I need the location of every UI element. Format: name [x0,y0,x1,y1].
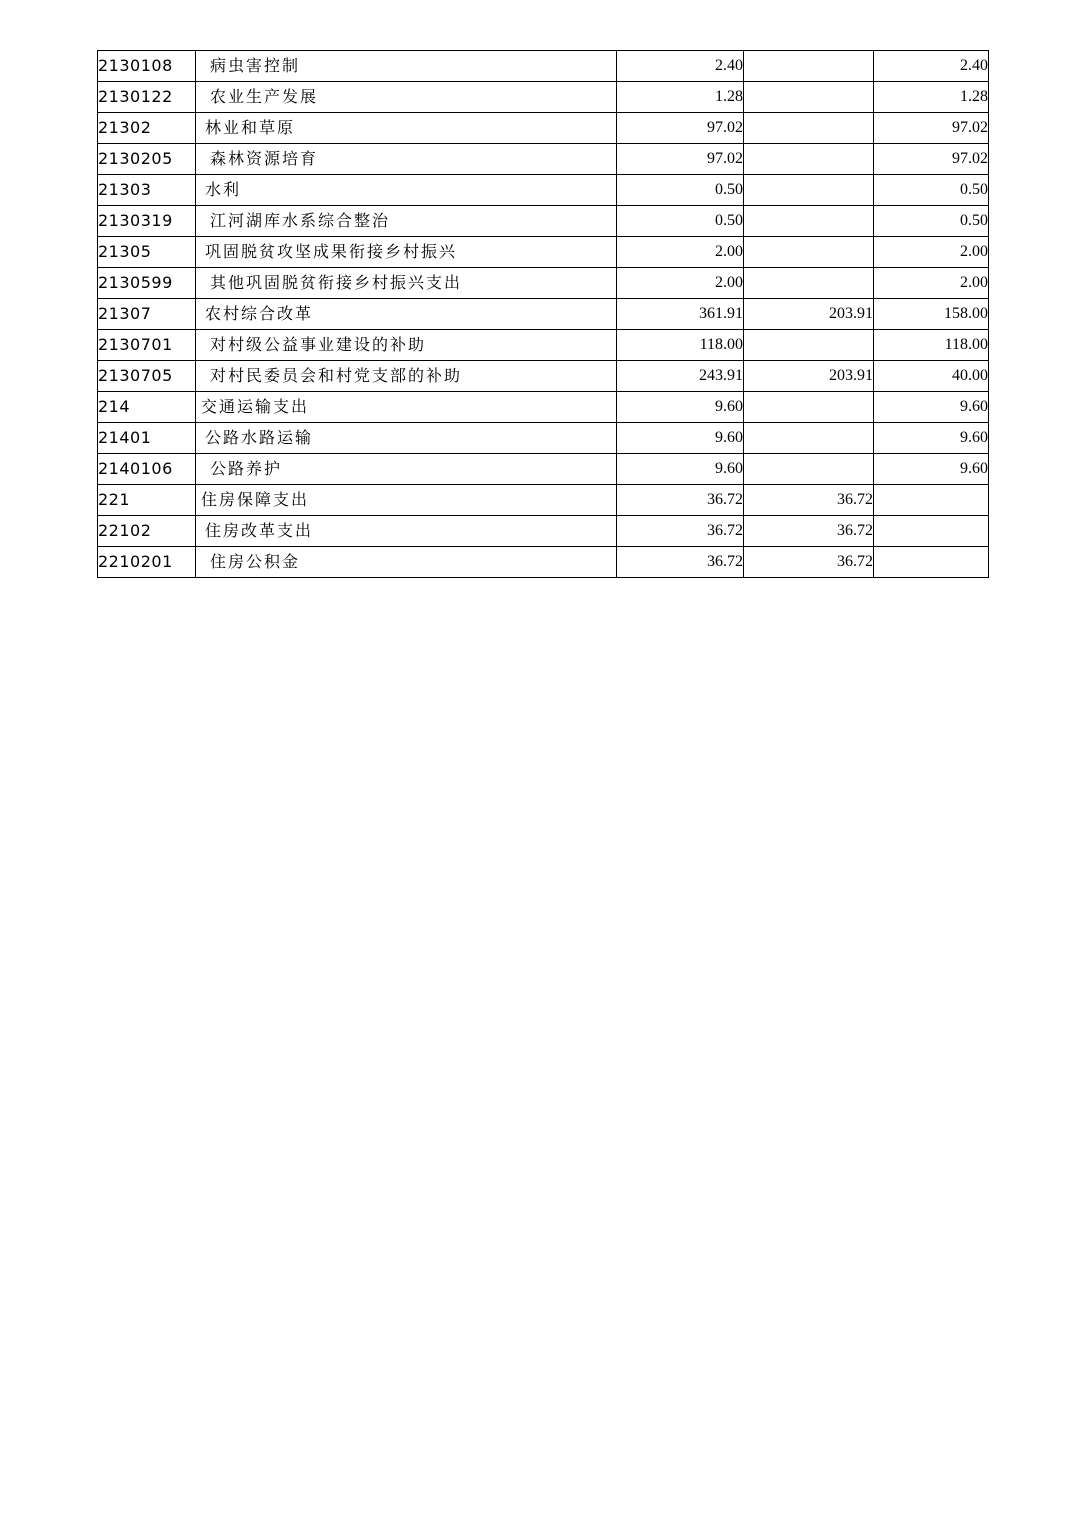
table-row [98,175,989,206]
row-total: 243.91 [617,361,744,392]
table-row [98,144,989,175]
row-project: 118.00 [874,330,989,361]
row-code: 21401 [98,423,196,454]
row-code: 2130122 [98,82,196,113]
budget-table-body [98,51,989,578]
row-code: 21305 [98,237,196,268]
row-total: 1.28 [617,82,744,113]
row-name: 交通运输支出 [196,392,617,423]
row-code: 2140106 [98,454,196,485]
row-code: 2130701 [98,330,196,361]
row-name: 农业生产发展 [196,82,617,113]
row-basic [744,113,874,144]
row-name: 江河湖库水系综合整治 [196,206,617,237]
row-basic [744,144,874,175]
row-name: 住房保障支出 [196,485,617,516]
row-basic [744,82,874,113]
table-row [98,206,989,237]
row-code: 214 [98,392,196,423]
row-project: 1.28 [874,82,989,113]
row-project: 97.02 [874,144,989,175]
row-code: 21307 [98,299,196,330]
table-row [98,423,989,454]
row-name: 住房改革支出 [196,516,617,547]
row-name: 公路养护 [196,454,617,485]
row-total: 36.72 [617,516,744,547]
row-basic: 203.91 [744,299,874,330]
row-project: 97.02 [874,113,989,144]
table-row [98,268,989,299]
budget-table [97,50,989,578]
row-name: 林业和草原 [196,113,617,144]
row-project: 9.60 [874,392,989,423]
row-total: 9.60 [617,392,744,423]
table-row [98,237,989,268]
row-name: 住房公积金 [196,547,617,578]
row-project [874,516,989,547]
table-row [98,82,989,113]
row-basic: 203.91 [744,361,874,392]
row-total: 9.60 [617,454,744,485]
row-basic [744,330,874,361]
table-row [98,392,989,423]
row-name: 其他巩固脱贫衔接乡村振兴支出 [196,268,617,299]
table-row [98,547,989,578]
row-project: 0.50 [874,175,989,206]
row-code: 21302 [98,113,196,144]
row-basic: 36.72 [744,485,874,516]
row-code: 2130319 [98,206,196,237]
row-project [874,547,989,578]
row-name: 公路水路运输 [196,423,617,454]
row-name: 对村级公益事业建设的补助 [196,330,617,361]
row-code: 2210201 [98,547,196,578]
row-code: 22102 [98,516,196,547]
row-basic [744,392,874,423]
row-basic: 36.72 [744,547,874,578]
row-basic [744,454,874,485]
row-code: 2130599 [98,268,196,299]
row-total: 0.50 [617,206,744,237]
row-project: 2.40 [874,51,989,82]
row-total: 97.02 [617,144,744,175]
table-row [98,485,989,516]
table-row [98,113,989,144]
row-total: 9.60 [617,423,744,454]
row-project: 158.00 [874,299,989,330]
table-row [98,454,989,485]
row-project: 0.50 [874,206,989,237]
row-total: 2.00 [617,237,744,268]
row-name: 病虫害控制 [196,51,617,82]
table-row [98,51,989,82]
row-code: 2130705 [98,361,196,392]
row-basic [744,268,874,299]
row-total: 2.40 [617,51,744,82]
row-code: 21303 [98,175,196,206]
row-total: 118.00 [617,330,744,361]
row-basic [744,423,874,454]
row-name: 巩固脱贫攻坚成果衔接乡村振兴 [196,237,617,268]
row-basic [744,237,874,268]
row-total: 36.72 [617,547,744,578]
row-name: 森林资源培育 [196,144,617,175]
row-total: 2.00 [617,268,744,299]
table-row [98,516,989,547]
row-name: 水利 [196,175,617,206]
row-total: 0.50 [617,175,744,206]
row-project: 40.00 [874,361,989,392]
table-row [98,330,989,361]
row-code: 2130205 [98,144,196,175]
row-basic [744,175,874,206]
row-total: 361.91 [617,299,744,330]
table-row [98,361,989,392]
row-total: 97.02 [617,113,744,144]
row-basic [744,51,874,82]
row-project: 2.00 [874,268,989,299]
row-basic [744,206,874,237]
row-project: 9.60 [874,423,989,454]
row-project [874,485,989,516]
table-row [98,299,989,330]
row-name: 对村民委员会和村党支部的补助 [196,361,617,392]
row-project: 9.60 [874,454,989,485]
row-basic: 36.72 [744,516,874,547]
row-total: 36.72 [617,485,744,516]
row-project: 2.00 [874,237,989,268]
row-code: 221 [98,485,196,516]
row-code: 2130108 [98,51,196,82]
row-name: 农村综合改革 [196,299,617,330]
